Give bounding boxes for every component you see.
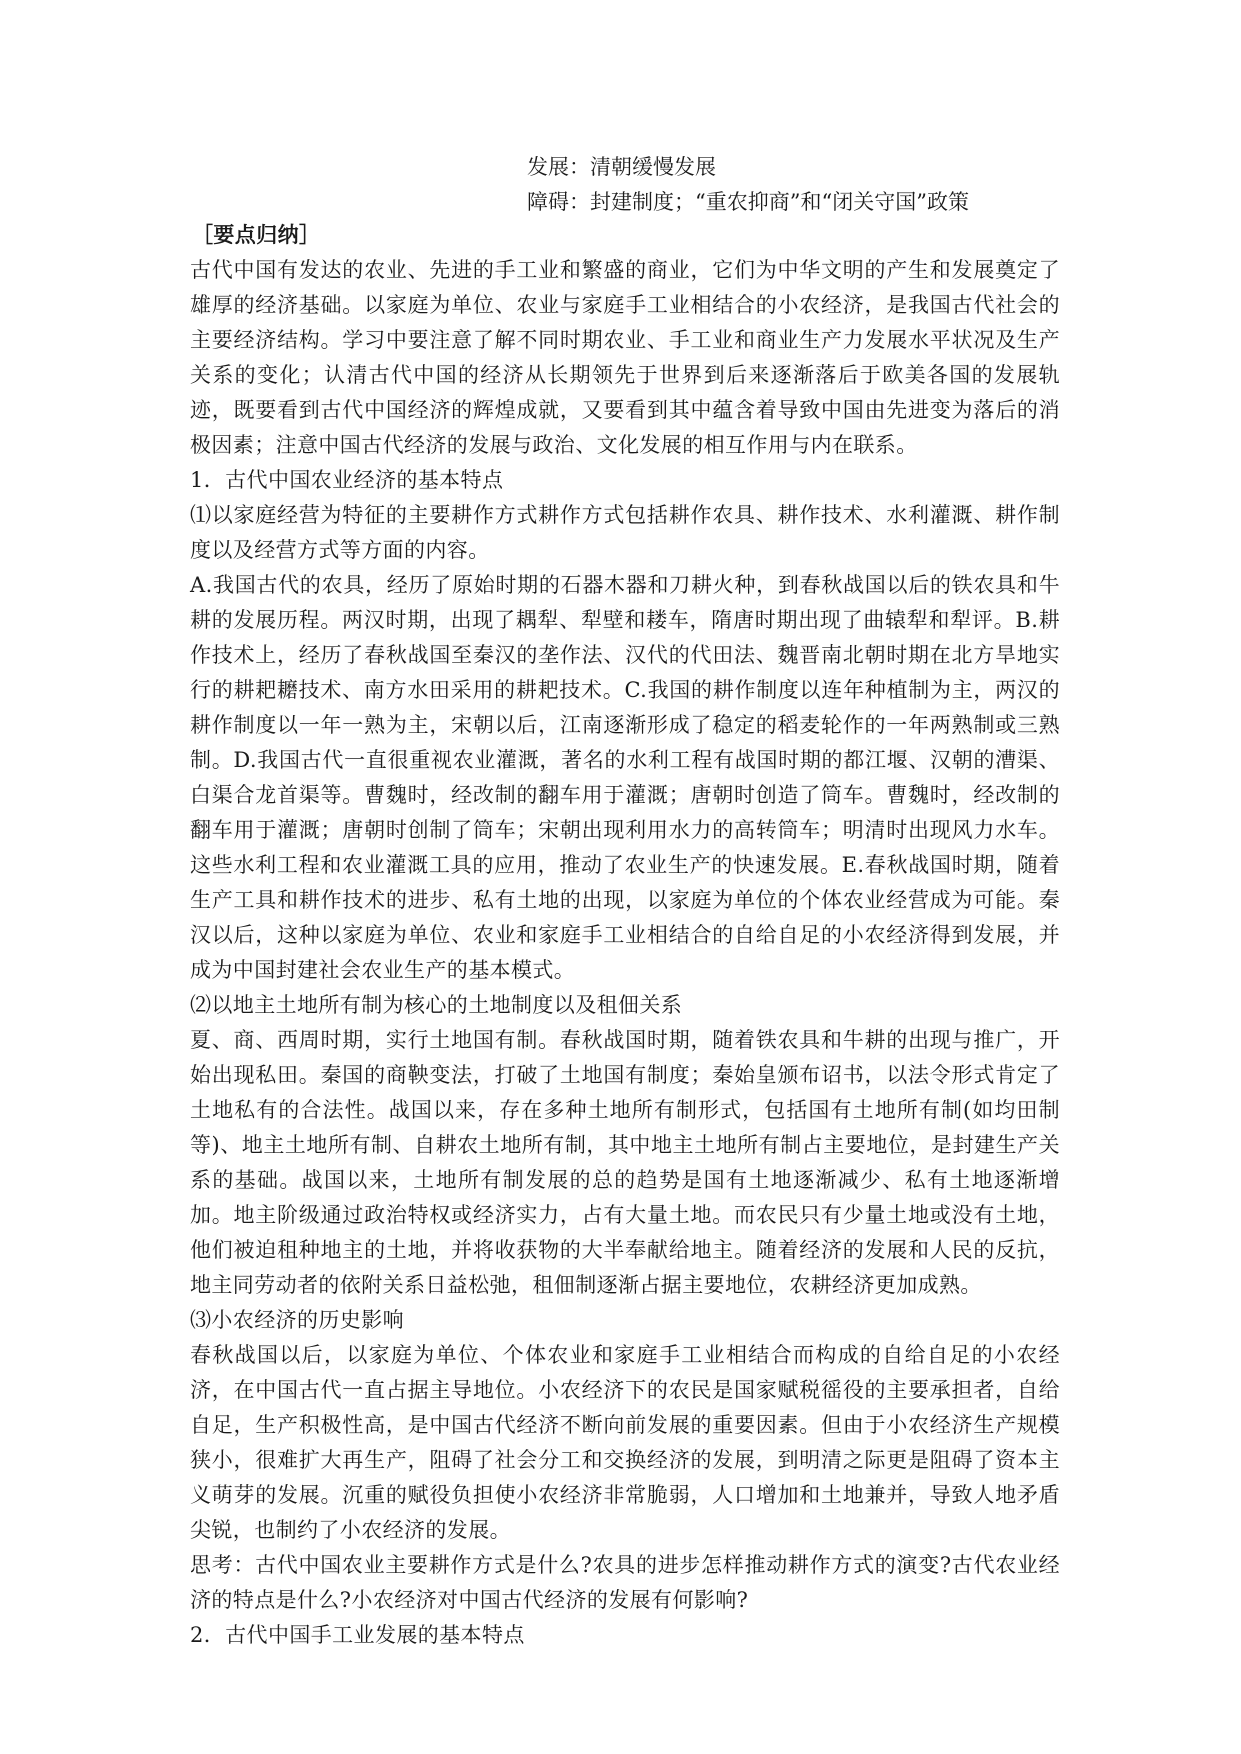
point-2-title: 2．古代中国手工业发展的基本特点 <box>190 1623 525 1647</box>
point-1-title: 1．古代中国农业经济的基本特点 <box>190 468 504 492</box>
intro-paragraph: 古代中国有发达的农业、先进的手工业和繁盛的商业，它们为中华文明的产生和发展奠定了雄厚的经济基础。以家庭为单位、农业与家庭手工业相结合的小农经济，是我国古代社会的主要经济结构。学习中要注意了解不同时期农业、手工业和商业生产力发展水平状况及生产关系的变化；认清古代中国的经济从长期领先于世界到后来逐渐落后于欧美各国的发展轨迹，既要看到古代中国经济的辉煌成就，又要看到其中蕴含着导致中国由先进变为落后的消极因素；注意中国古代经济的发展与政治、文化发展的相互作用与内在联系。 <box>190 258 1060 457</box>
section-heading: ［要点归纳］ <box>192 223 321 247</box>
sub-3-title: ⑶小农经济的历史影响 <box>190 1308 404 1332</box>
sub-2-body: 夏、商、西周时期，实行土地国有制。春秋战国时期，随着铁农具和牛耕的出现与推广，开始出现私田。秦国的商鞅变法，打破了土地国有制度；秦始皇颁布诏书，以法令形式肯定了土地私有的合法性。战国以来，存在多种土地所有制形式，包括国有土地所有制(如均田制等)、地主土地所有制、自耕农土地所有制，其中地主土地所有制占主要地位，是封建生产关系的基础。战国以来，土地所有制发展的总的趋势是国有土地逐渐减少、私有土地逐渐增加。地主阶级通过政治特权或经济实力，占有大量土地。而农民只有少量土地或没有土地，他们被迫租种地主的土地，并将收获物的大半奉献给地主。随着经济的发展和人民的反抗，地主同劳动者的依附关系日益松弛，租佃制逐渐占据主要地位，农耕经济更加成熟。 <box>190 1028 1060 1297</box>
sub-2-title: ⑵以地主土地所有制为核心的土地制度以及租佃关系 <box>190 993 683 1017</box>
document-body <box>190 218 1060 1653</box>
top-summary <box>527 150 1207 220</box>
obstacle-line: 障碍：封建制度；“重农抑商”和“闭关守国”政策 <box>527 190 969 214</box>
sub-1-title: ⑴以家庭经营为特征的主要耕作方式耕作方式包括耕作农具、耕作技术、水利灌溉、耕作制度以及经营方式等方面的内容。 <box>190 503 1060 562</box>
sub-1-body: A.我国古代的农具，经历了原始时期的石器木器和刀耕火种，到春秋战国以后的铁农具和牛耕的发展历程。两汉时期，出现了耦犁、犁壁和耧车，隋唐时期出现了曲辕犁和犁评。B.耕作技术上，经历了春秋战国至秦汉的垄作法、汉代的代田法、魏晋南北朝时期在北方旱地实行的耕耙耱技术、南方水田采用的耕耙技术。C.我国的耕作制度以连年种植制为主，两汉的耕作制度以一年一熟为主，宋朝以后，江南逐渐形成了稳定的稻麦轮作的一年两熟制或三熟制。D.我国古代一直很重视农业灌溉，著名的水利工程有战国时期的都江堰、汉朝的漕渠、白渠合龙首渠等。曹魏时，经改制的翻车用于灌溉；唐朝时创造了筒车。曹魏时，经改制的翻车用于灌溉；唐朝时创制了筒车；宋朝出现利用水力的高转筒车；明清时出现风力水车。这些水利工程和农业灌溉工具的应用，推动了农业生产的快速发展。E.春秋战国时期，随着生产工具和耕作技术的进步、私有土地的出现，以家庭为单位的个体农业经营成为可能。秦汉以后，这种以家庭为单位、农业和家庭手工业相结合的自给自足的小农经济得到发展，并成为中国封建社会农业生产的基本模式。 <box>190 573 1060 982</box>
sub-3-body: 春秋战国以后，以家庭为单位、个体农业和家庭手工业相结合而构成的自给自足的小农经济，在中国古代一直占据主导地位。小农经济下的农民是国家赋税徭役的主要承担者，自给自足，生产积极性高，是中国古代经济不断向前发展的重要因素。但由于小农经济生产规模狭小，很难扩大再生产，阻碍了社会分工和交换经济的发展，到明清之际更是阻碍了资本主义萌芽的发展。沉重的赋役负担使小农经济非常脆弱，人口增加和土地兼并，导致人地矛盾尖锐，也制约了小农经济的发展。 <box>190 1343 1060 1542</box>
think-paragraph: 思考：古代中国农业主要耕作方式是什么?农具的进步怎样推动耕作方式的演变?古代农业经济的特点是什么?小农经济对中国古代经济的发展有何影响? <box>190 1553 1060 1612</box>
development-line: 发展：清朝缓慢发展 <box>527 155 716 179</box>
